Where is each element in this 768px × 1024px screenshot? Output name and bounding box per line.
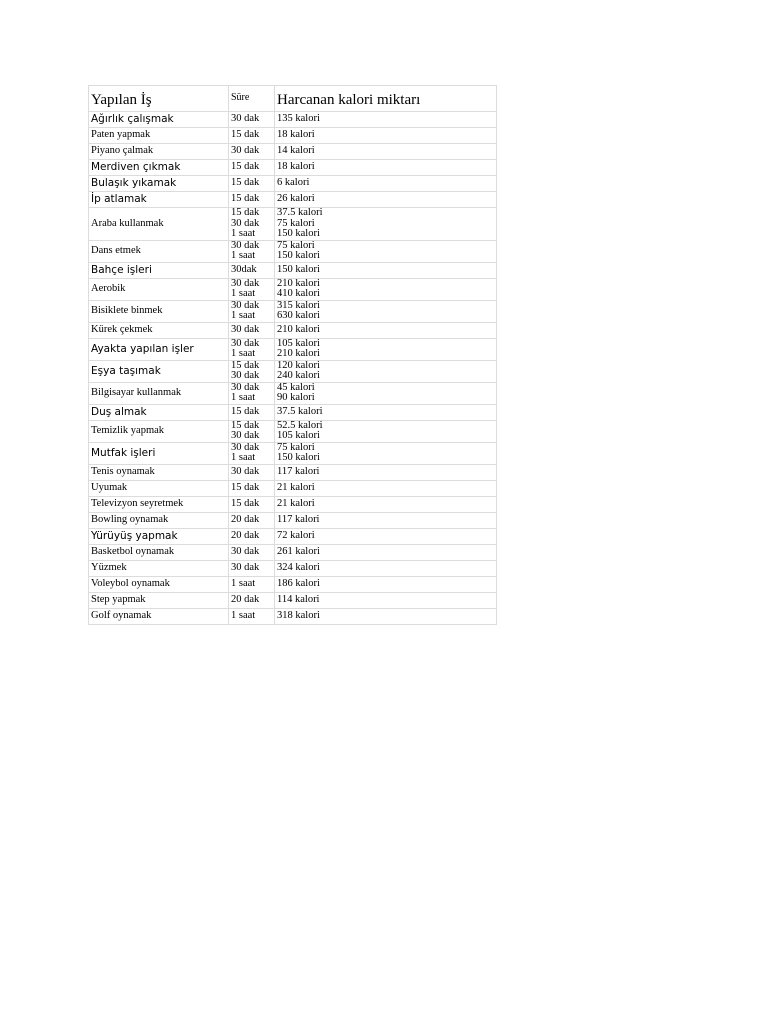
- table-row: [89, 480, 497, 496]
- duration-cell: [229, 512, 275, 528]
- calories-value: 210 kalori: [277, 278, 320, 289]
- header-activity: Yapılan İş: [89, 86, 229, 112]
- duration-cell: [229, 480, 275, 496]
- duration-cell: [229, 496, 275, 512]
- calories-value: 630 kalori: [277, 310, 320, 321]
- duration-cell: [229, 176, 275, 192]
- calories-value: 18 kalori: [277, 129, 315, 141]
- calories-cell: [275, 592, 497, 608]
- table-row: [89, 382, 497, 404]
- duration-value: 1 saat: [231, 577, 256, 589]
- table-row: [89, 592, 497, 608]
- duration-value: 15 dak: [231, 360, 260, 371]
- duration-cell: [229, 560, 275, 576]
- duration-value: 1 saat: [231, 452, 256, 463]
- activity-cell: Dans etmek: [89, 240, 229, 262]
- duration-value: 20 dak: [231, 529, 260, 541]
- duration-cell: [229, 360, 275, 382]
- table-row: [89, 128, 497, 144]
- duration-cell: [229, 128, 275, 144]
- activity-cell: Tenis oynamak: [89, 464, 229, 480]
- calories-value: 18 kalori: [277, 161, 315, 173]
- calories-cell: [275, 464, 497, 480]
- table-row: [89, 360, 497, 382]
- duration-value: 15 dak: [231, 129, 260, 141]
- duration-value: 15 dak: [231, 193, 260, 205]
- activity-cell: Voleybol oynamak: [89, 576, 229, 592]
- duration-cell: [229, 576, 275, 592]
- duration-value: 30 dak: [231, 300, 260, 311]
- calories-cell: [275, 608, 497, 624]
- duration-value: 30 dak: [231, 145, 260, 157]
- table-row: [89, 528, 497, 544]
- calories-cell: [275, 192, 497, 208]
- duration-value: 1 saat: [231, 250, 256, 261]
- table-row: [89, 208, 497, 241]
- calories-cell: [275, 442, 497, 464]
- table-row: [89, 464, 497, 480]
- activity-cell: Bahçe işleri: [89, 262, 229, 278]
- duration-cell: [229, 592, 275, 608]
- calories-value: 240 kalori: [277, 370, 320, 381]
- activity-cell: Mutfak işleri: [89, 442, 229, 464]
- calories-value: 72 kalori: [277, 529, 315, 541]
- activity-cell: Televizyon seyretmek: [89, 496, 229, 512]
- duration-cell: [229, 608, 275, 624]
- calories-cell: [275, 560, 497, 576]
- table-row: [89, 576, 497, 592]
- duration-value: 20 dak: [231, 593, 260, 605]
- calories-cell: [275, 544, 497, 560]
- duration-cell: [229, 240, 275, 262]
- duration-value: 30 dak: [231, 545, 260, 557]
- calories-cell: [275, 128, 497, 144]
- activity-cell: Yüzmek: [89, 560, 229, 576]
- activity-cell: Temizlik yapmak: [89, 420, 229, 442]
- duration-value: 15 dak: [231, 161, 260, 173]
- calories-cell: [275, 496, 497, 512]
- activity-cell: Eşya taşımak: [89, 360, 229, 382]
- calories-value: 210 kalori: [277, 323, 320, 335]
- activity-cell: Uyumak: [89, 480, 229, 496]
- calories-cell: [275, 208, 497, 241]
- duration-value: 1 saat: [231, 348, 256, 359]
- calories-value: 75 kalori: [277, 442, 315, 453]
- table-row: [89, 608, 497, 624]
- duration-value: 30 dak: [231, 430, 260, 441]
- calories-value: 105 kalori: [277, 338, 320, 349]
- calories-value: 75 kalori: [277, 240, 315, 251]
- calories-value: 14 kalori: [277, 145, 315, 157]
- table-row: [89, 176, 497, 192]
- calories-value: 210 kalori: [277, 348, 320, 359]
- duration-cell: [229, 420, 275, 442]
- calories-cell: [275, 528, 497, 544]
- calories-value: 120 kalori: [277, 360, 320, 371]
- calories-value: 37.5 kalori: [277, 207, 323, 218]
- calories-cell: [275, 322, 497, 338]
- duration-cell: [229, 464, 275, 480]
- calories-value: 75 kalori: [277, 217, 315, 229]
- table-row: [89, 496, 497, 512]
- activity-cell: İp atlamak: [89, 192, 229, 208]
- calories-value: 117 kalori: [277, 513, 320, 525]
- activity-cell: Kürek çekmek: [89, 322, 229, 338]
- calories-cell: [275, 576, 497, 592]
- calories-value: 186 kalori: [277, 577, 320, 589]
- table-row: [89, 560, 497, 576]
- table-header: [89, 86, 497, 112]
- calories-value: 52.5 kalori: [277, 420, 323, 431]
- calories-cell: [275, 112, 497, 128]
- calories-cell: [275, 360, 497, 382]
- duration-value: 1 saat: [231, 609, 256, 621]
- table-row: [89, 404, 497, 420]
- calories-cell: [275, 300, 497, 322]
- activity-cell: Basketbol oynamak: [89, 544, 229, 560]
- activity-cell: Merdiven çıkmak: [89, 160, 229, 176]
- activity-cell: Duş almak: [89, 404, 229, 420]
- calories-cell: [275, 480, 497, 496]
- activity-cell: Ayakta yapılan işler: [89, 338, 229, 360]
- table-row: [89, 240, 497, 262]
- activity-cell: Bowling oynamak: [89, 512, 229, 528]
- calories-cell: [275, 420, 497, 442]
- duration-value: 1 saat: [231, 228, 256, 239]
- duration-value: 30 dak: [231, 217, 260, 229]
- duration-cell: [229, 528, 275, 544]
- duration-value: 15 dak: [231, 177, 260, 189]
- duration-value: 30 dak: [231, 370, 260, 381]
- calories-cell: [275, 176, 497, 192]
- calories-value: 135 kalori: [277, 113, 320, 125]
- duration-value: 30 dak: [231, 338, 260, 349]
- calories-value: 261 kalori: [277, 545, 320, 557]
- table-row: [89, 420, 497, 442]
- duration-value: 30 dak: [231, 323, 260, 335]
- calories-cell: [275, 278, 497, 300]
- duration-cell: [229, 112, 275, 128]
- table-row: [89, 338, 497, 360]
- calories-value: 318 kalori: [277, 609, 320, 621]
- calories-value: 150 kalori: [277, 250, 320, 261]
- calories-cell: [275, 404, 497, 420]
- table-row: [89, 300, 497, 322]
- activity-cell: Step yapmak: [89, 592, 229, 608]
- duration-value: 30 dak: [231, 465, 260, 477]
- duration-value: 15 dak: [231, 497, 260, 509]
- duration-value: 15 dak: [231, 481, 260, 493]
- duration-value: 30 dak: [231, 113, 260, 125]
- duration-cell: [229, 208, 275, 241]
- activity-cell: Ağırlık çalışmak: [89, 112, 229, 128]
- calories-value: 90 kalori: [277, 392, 315, 403]
- duration-value: 1 saat: [231, 392, 256, 403]
- duration-value: 15 dak: [231, 420, 260, 431]
- calories-value: 45 kalori: [277, 382, 315, 393]
- duration-value: 30 dak: [231, 442, 260, 453]
- activity-cell: Araba kullanmak: [89, 208, 229, 241]
- calories-value: 410 kalori: [277, 288, 320, 299]
- calories-value: 6 kalori: [277, 177, 310, 189]
- duration-cell: [229, 192, 275, 208]
- calories-value: 37.5 kalori: [277, 405, 323, 417]
- duration-value: 30 dak: [231, 278, 260, 289]
- calories-cell: [275, 160, 497, 176]
- calories-cell: [275, 240, 497, 262]
- calorie-table: [88, 85, 497, 625]
- activity-cell: Yürüyüş yapmak: [89, 528, 229, 544]
- duration-cell: [229, 300, 275, 322]
- activity-cell: Piyano çalmak: [89, 144, 229, 160]
- duration-value: 30 dak: [231, 382, 260, 393]
- duration-cell: [229, 144, 275, 160]
- table-row: [89, 278, 497, 300]
- calories-cell: [275, 144, 497, 160]
- duration-cell: [229, 544, 275, 560]
- calories-value: 150 kalori: [277, 228, 320, 239]
- table-row: [89, 322, 497, 338]
- duration-cell: [229, 322, 275, 338]
- calories-value: 21 kalori: [277, 497, 315, 509]
- duration-value: 30 dak: [231, 240, 260, 251]
- duration-value: 30 dak: [231, 561, 260, 573]
- calories-cell: [275, 338, 497, 360]
- calories-value: 150 kalori: [277, 452, 320, 463]
- duration-cell: [229, 160, 275, 176]
- duration-cell: [229, 278, 275, 300]
- calories-cell: [275, 382, 497, 404]
- calories-value: 114 kalori: [277, 593, 320, 605]
- header-calories: Harcanan kalori miktarı: [275, 86, 497, 112]
- duration-cell: [229, 404, 275, 420]
- duration-cell: [229, 442, 275, 464]
- activity-cell: Bilgisayar kullanmak: [89, 382, 229, 404]
- table-row: [89, 192, 497, 208]
- calories-value: 26 kalori: [277, 193, 315, 205]
- header-duration: Süre: [229, 86, 275, 112]
- duration-cell: [229, 338, 275, 360]
- duration-cell: [229, 262, 275, 278]
- header-row: [89, 86, 497, 112]
- calories-cell: [275, 262, 497, 278]
- activity-cell: Bulaşık yıkamak: [89, 176, 229, 192]
- calories-cell: [275, 512, 497, 528]
- calories-value: 324 kalori: [277, 561, 320, 573]
- calories-value: 150 kalori: [277, 263, 320, 275]
- duration-value: 1 saat: [231, 288, 256, 299]
- duration-cell: [229, 382, 275, 404]
- activity-cell: Golf oynamak: [89, 608, 229, 624]
- table-body: [89, 112, 497, 625]
- calories-value: 315 kalori: [277, 300, 320, 311]
- table-row: [89, 144, 497, 160]
- duration-value: 1 saat: [231, 310, 256, 321]
- calories-value: 21 kalori: [277, 481, 315, 493]
- calories-value: 105 kalori: [277, 430, 320, 441]
- duration-value: 20 dak: [231, 513, 260, 525]
- activity-cell: Bisiklete binmek: [89, 300, 229, 322]
- duration-value: 30dak: [231, 263, 257, 275]
- table-row: [89, 442, 497, 464]
- table-row: [89, 160, 497, 176]
- calories-value: 117 kalori: [277, 465, 320, 477]
- table-row: [89, 544, 497, 560]
- table-row: [89, 262, 497, 278]
- duration-value: 15 dak: [231, 207, 260, 218]
- activity-cell: Aerobik: [89, 278, 229, 300]
- duration-value: 15 dak: [231, 405, 260, 417]
- activity-cell: Paten yapmak: [89, 128, 229, 144]
- table-row: [89, 512, 497, 528]
- table-row: [89, 112, 497, 128]
